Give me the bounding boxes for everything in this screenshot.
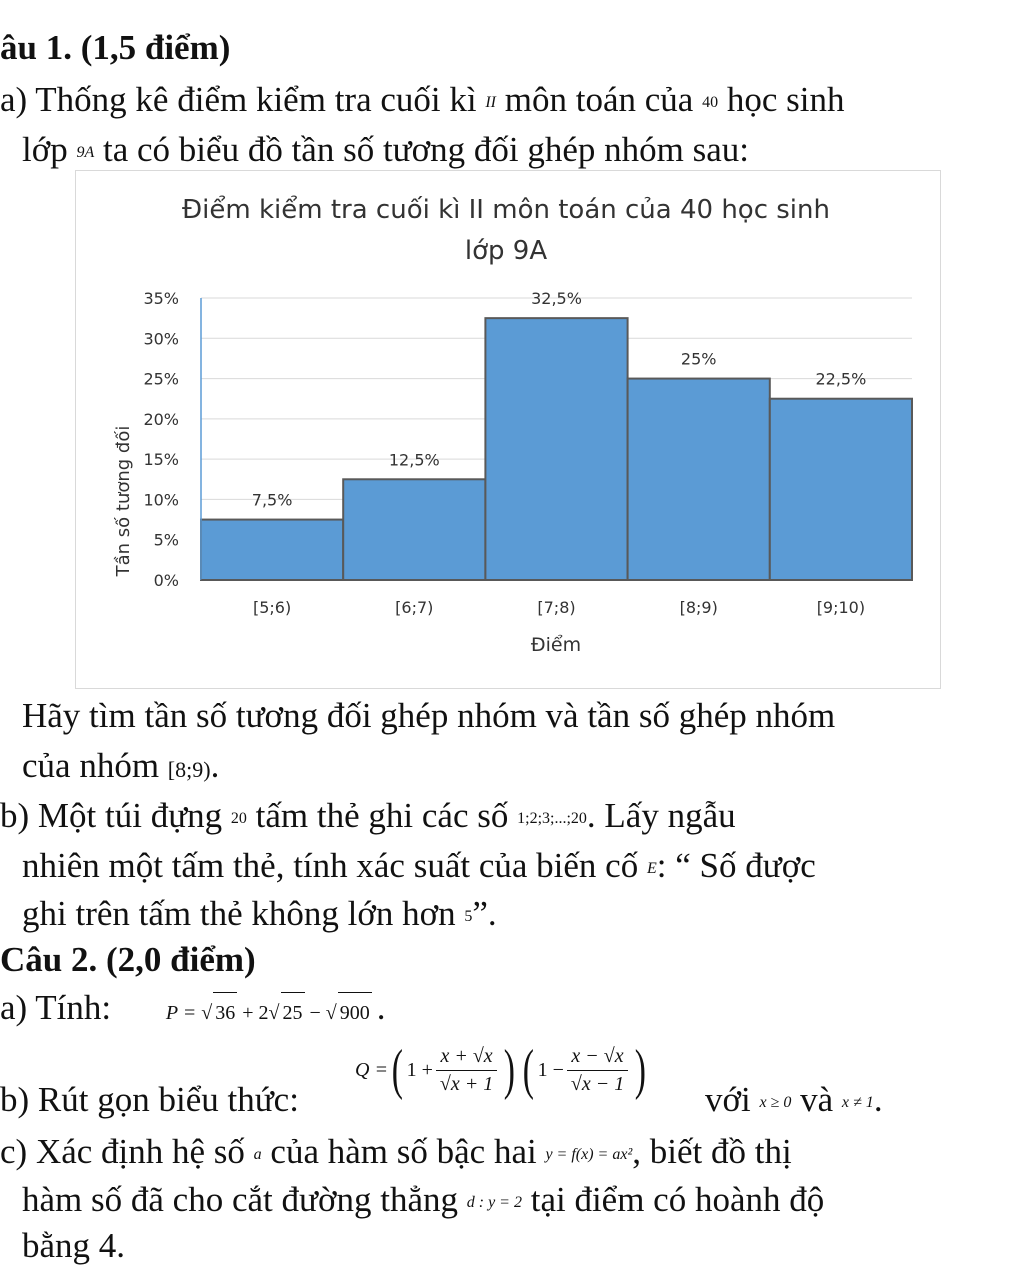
q1a-line2 bbox=[22, 130, 749, 173]
q1a-roman-numeral: II bbox=[485, 94, 496, 111]
q2b-condition bbox=[705, 1080, 883, 1123]
bar-data-label: 12,5% bbox=[388, 450, 440, 470]
q2b-expression: Q = ( 1 + $\frac{x + √x}{√x + 1}$ ) ( 1 − $\frac{x - √x}{√x - 1}$ ) bbox=[355, 1039, 647, 1101]
q1b-line3 bbox=[22, 894, 497, 937]
bar-data-label: 7,5% bbox=[251, 490, 293, 510]
q1a-question-line2 bbox=[22, 746, 219, 790]
q1b-text: ghi trên tấm thẻ không lớn hơn bbox=[22, 894, 456, 933]
q2c-line1 bbox=[0, 1132, 792, 1175]
y-tick-label: 10% bbox=[143, 490, 179, 510]
q2b-condition-2: x ≠ 1 bbox=[841, 1094, 874, 1111]
q2c-line3: bằng 4. bbox=[22, 1226, 126, 1265]
chart-svg bbox=[76, 171, 940, 688]
q1a-text: của nhóm bbox=[22, 746, 160, 785]
bar-data-label: 22,5% bbox=[815, 369, 867, 389]
q2c-text: tại điểm có hoành độ bbox=[530, 1180, 825, 1219]
x-tick-label: [8;9) bbox=[679, 598, 718, 617]
bar bbox=[201, 520, 343, 580]
q1b-text: ”. bbox=[472, 894, 497, 933]
q1b-line1 bbox=[0, 796, 736, 839]
chart-y-ticks bbox=[143, 289, 179, 590]
bar-data-label: 25% bbox=[680, 349, 717, 369]
q2a-radicand-1: 36 bbox=[213, 992, 237, 1033]
q1b-limit: 5 bbox=[464, 908, 473, 925]
q1b-number-list: 1;2;3;...;20 bbox=[517, 810, 587, 827]
q2a-minus: − bbox=[304, 1002, 326, 1024]
y-tick-label: 25% bbox=[143, 369, 179, 389]
question-2-heading: Câu 2. (2,0 điểm) bbox=[0, 940, 256, 979]
q1a-text: môn toán của bbox=[504, 80, 694, 119]
bar bbox=[343, 479, 485, 580]
x-tick-label: [5;6) bbox=[252, 598, 292, 617]
q1b-event: E bbox=[646, 860, 657, 877]
question-1-heading: âu 1. (1,5 điểm) bbox=[0, 28, 231, 67]
q1b-text: b) Một túi đựng bbox=[0, 796, 223, 835]
y-tick-label: 0% bbox=[153, 571, 179, 590]
q2b-one-plus: 1 + bbox=[406, 1058, 433, 1081]
bar bbox=[770, 399, 912, 580]
y-tick-label: 30% bbox=[143, 329, 179, 349]
q1b-text: : “ Số được bbox=[656, 846, 816, 885]
q1b-text: nhiên một tấm thẻ, tính xác suất của biến cố bbox=[22, 846, 639, 885]
q2b-label: b) Rút gọn biểu thức: bbox=[0, 1080, 299, 1119]
q2a-line bbox=[0, 988, 386, 1033]
bar-data-label: 32,5% bbox=[531, 289, 582, 309]
q2c-coefficient: a bbox=[253, 1146, 262, 1163]
q2c-text: , biết đồ thị bbox=[632, 1132, 792, 1171]
q2a-plus: + 2 bbox=[237, 1002, 269, 1024]
x-tick-label: [7;8) bbox=[537, 598, 576, 617]
q2a-radicand-3: 900 bbox=[338, 992, 372, 1033]
chart-bars bbox=[201, 318, 912, 580]
q1a-text: lớp bbox=[22, 130, 68, 169]
q2b-with: với bbox=[705, 1080, 751, 1119]
q1b-card-count: 20 bbox=[230, 810, 247, 827]
x-tick-label: [9;10) bbox=[816, 598, 866, 617]
q2a-expression: P = √ 36 + 2√ 25 − √ 900 bbox=[166, 1002, 377, 1024]
q1a-question-line1: Hãy tìm tần số tương đối ghép nhóm và tần số ghép nhóm bbox=[22, 696, 836, 735]
q2c-text: c) Xác định hệ số bbox=[0, 1132, 245, 1171]
chart-x-axis-label: Điểm bbox=[530, 634, 582, 656]
histogram-chart bbox=[75, 170, 941, 689]
q1a-text: học sinh bbox=[726, 80, 845, 119]
q2b-numerator-1: x + √x bbox=[436, 1045, 496, 1071]
q2c-line-d: d : y = 2 bbox=[466, 1194, 522, 1211]
q1b-text: . Lấy ngẫu bbox=[586, 796, 736, 835]
q2a-label: a) Tính: bbox=[0, 988, 112, 1027]
y-tick-label: 15% bbox=[143, 450, 179, 470]
chart-title-line1: Điểm kiểm tra cuối kì II môn toán của 40 học sinh bbox=[182, 195, 830, 225]
q1a-group: [8;9) bbox=[167, 757, 211, 782]
q1a-end: . bbox=[210, 746, 220, 785]
q2b-condition-1: x ≥ 0 bbox=[759, 1094, 792, 1111]
x-tick-label: [6;7) bbox=[395, 598, 434, 617]
q2c-function: y = f(x) = ax² bbox=[545, 1146, 633, 1163]
chart-title-line2: lớp 9A bbox=[464, 236, 548, 266]
q1a-text: a) Thống kê điểm kiểm tra cuối kì bbox=[0, 80, 477, 119]
q2c-line2 bbox=[22, 1180, 824, 1223]
q1a-text: ta có biểu đồ tần số tương đối ghép nhóm sau: bbox=[103, 130, 750, 169]
q2c-text: của hàm số bậc hai bbox=[270, 1132, 537, 1171]
q2a-end: . bbox=[376, 988, 386, 1027]
chart-x-ticks bbox=[253, 598, 865, 617]
bar bbox=[485, 318, 627, 580]
q2b-and: và bbox=[800, 1080, 834, 1119]
y-tick-label: 35% bbox=[143, 289, 179, 308]
q2b-denominator-2: √x − 1 bbox=[570, 1072, 625, 1095]
y-tick-label: 5% bbox=[153, 530, 179, 550]
q1a-line1 bbox=[0, 80, 844, 123]
q2b-end: . bbox=[873, 1080, 883, 1119]
q2a-radicand-2: 25 bbox=[281, 992, 305, 1033]
q1b-line2 bbox=[22, 846, 816, 889]
q2b-one-minus: 1 − bbox=[537, 1058, 564, 1081]
bar bbox=[628, 379, 770, 580]
chart-y-axis-label: Tần số tương đối bbox=[113, 425, 134, 577]
q2b-denominator-1: √x + 1 bbox=[439, 1072, 494, 1095]
q2a-P: P = bbox=[165, 1002, 202, 1024]
q2b-Q: Q = bbox=[355, 1058, 388, 1081]
q2c-text: hàm số đã cho cắt đường thẳng bbox=[22, 1180, 458, 1219]
y-tick-label: 20% bbox=[143, 409, 179, 429]
q1b-text: tấm thẻ ghi các số bbox=[255, 796, 509, 835]
q1a-student-count: 40 bbox=[702, 94, 719, 111]
q2b-numerator-2: x − √x bbox=[567, 1045, 627, 1071]
q1a-class-name: 9A bbox=[76, 144, 95, 161]
